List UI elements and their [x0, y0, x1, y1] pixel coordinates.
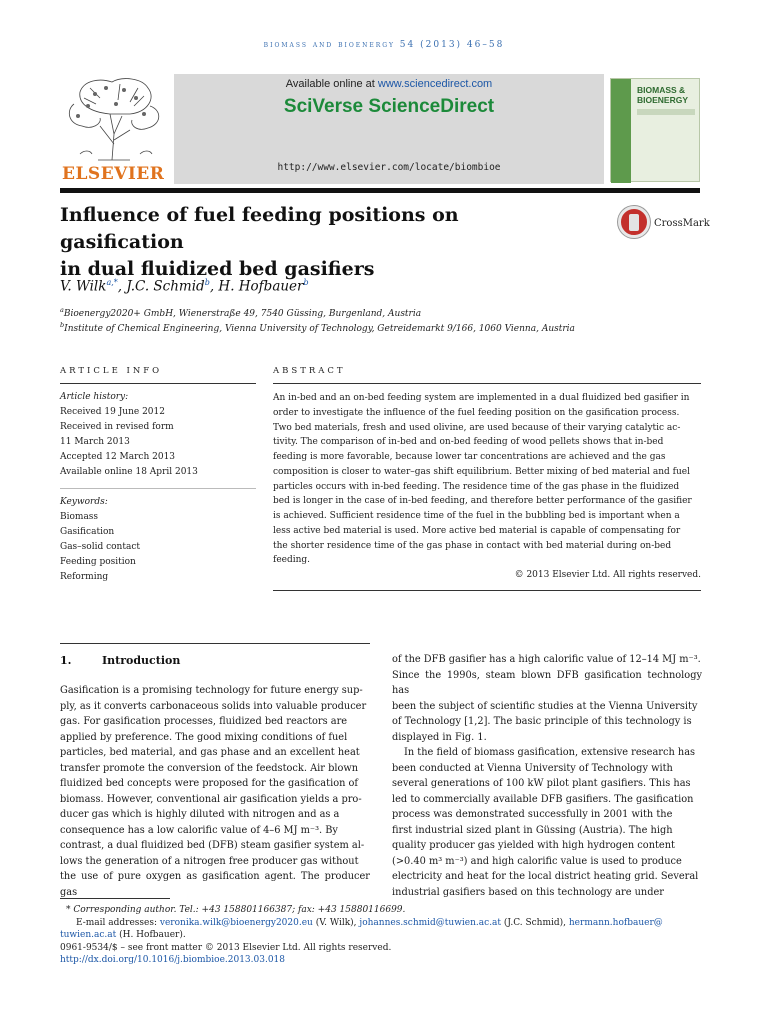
history-item: Received in revised form [60, 422, 174, 432]
affiliation-sup: b [60, 321, 65, 329]
crossmark-icon [618, 206, 650, 238]
keywords-rule [60, 488, 256, 489]
keywords [60, 495, 256, 585]
abstract-line: tivity. The comparison of in-bed and on-bed feeding of wood pellets shows that in-bed [273, 437, 664, 448]
keyword: Biomass [60, 512, 99, 522]
body-line: the use of pure oxygen as gasification agent. The producer gas [60, 871, 370, 898]
abstract-line: order to investigate the influence of the fuel feeding position on the gasification process. [273, 407, 680, 418]
body-column-right [392, 652, 702, 900]
body-line: ply, as it converts carbonaceous solids into valuable producer [60, 700, 367, 712]
abstract-line: Two bed materials, fresh and used olivine, are used because of their varying catalytic ac- [273, 422, 681, 433]
body-line: process was demonstrated successfully in 2001 with the [392, 809, 673, 820]
abstract-line: An in-bed and an on-bed feeding system are implemented in a dual fluidized bed gasifier in [273, 393, 690, 403]
body-line: biomass. However, conventional air gasification yields a pro- [60, 793, 362, 805]
body-line: industrial gasifiers based on this technology are under [392, 886, 664, 898]
body-line: (>0.40 m³ m⁻³) and high calorific value is used to produce [392, 855, 682, 867]
body-line: consequence has a low calorific value of 4–6 MJ m⁻³. By [60, 824, 338, 836]
crossmark-label: CrossMark [654, 218, 710, 229]
abstract-line: is achieved. Sufficient residence time of the fuel in the bubbling bed is important when a [273, 511, 680, 521]
abstract-line: composition is closer to water–gas shift equilibrium. Better mixing of bed material and fuel [273, 466, 690, 477]
email-link[interactable]: tuwien.ac.at [60, 930, 117, 940]
body-line: applied by preference. The good mixing conditions of fuel [60, 731, 348, 743]
author-sup[interactable]: b [303, 278, 309, 287]
cover-band [611, 79, 631, 183]
email-link[interactable]: veronika.wilk@bioenergy2020.eu [159, 917, 313, 928]
email-label: E-mail addresses: [76, 917, 160, 928]
article-title-line2: in dual fluidized bed gasifiers [60, 258, 375, 280]
email-owner: (V. Wilk), [312, 917, 360, 928]
available-label: Available online at [285, 78, 378, 90]
available-online-text [174, 78, 604, 90]
author-name[interactable]: J.C. Schmid [126, 278, 205, 295]
keyword: Reforming [60, 572, 109, 582]
body-line: ducer gas which is highly diluted with nitrogen and as a [60, 809, 340, 820]
body-line: Gasification is a promising technology for future energy sup- [60, 685, 363, 696]
affiliation-sup: a [60, 306, 64, 314]
affiliation [60, 321, 575, 334]
body-line: quality producer gas yielded with high hydrogen content [392, 840, 675, 851]
history-item: Received 19 June 2012 [60, 407, 165, 417]
affiliation-text: Institute of Chemical Engineering, Vienna University of Technology, Getreidemarkt 9/166, 1060 Vienna, Austria [64, 324, 575, 334]
body-line: Since the 1990s, steam blown DFB gasification technology has [392, 669, 702, 696]
body-line: been the subject of scientific studies at the Vienna University [392, 700, 698, 712]
body-line: been conducted at Vienna University of Technology with [392, 762, 673, 774]
author-list [60, 278, 309, 295]
issn-line: 0961-9534/$ – see front matter © 2013 Elsevier Ltd. All rights reserved. [60, 942, 392, 953]
elsevier-tree-icon [60, 74, 170, 162]
footnote-rule [60, 898, 170, 899]
body-line: led to commercially available DFB gasifiers. The gasification [392, 793, 694, 805]
body-line: transfer promote the conversion of the feedstock. Air blown [60, 762, 359, 774]
sciencedirect-link[interactable]: www.sciencedirect.com [377, 78, 493, 90]
footnotes [60, 904, 702, 967]
email-owner: (H. Hofbauer). [116, 930, 186, 940]
crossmark-badge[interactable] [618, 206, 718, 240]
corresponding-text: Corresponding author. Tel.: +43 158801166387; fax: +43 15880116699. [73, 905, 406, 915]
body-line[interactable]: of Technology [1,2]. The basic principle of this technology is [392, 716, 692, 727]
journal-cover[interactable] [610, 78, 700, 182]
abstract-text [273, 391, 701, 568]
body-line: of the DFB gasifier has a high calorific value of 12–14 MJ m⁻³. [392, 654, 701, 665]
body-line: fluidized bed concepts were proposed for the gasification of [60, 778, 359, 789]
email-owner: (J.C. Schmid), [501, 917, 569, 928]
email-note [60, 917, 702, 930]
header-rule [60, 188, 700, 193]
cover-title [637, 85, 688, 105]
keyword: Feeding position [60, 557, 136, 567]
article-history [60, 390, 256, 480]
elsevier-logo[interactable] [60, 74, 170, 184]
abstract-rule [273, 383, 701, 384]
abstract-line: feeding. [273, 555, 311, 566]
abstract-line: the shorter residence time of the gas phase in contact with bed material during on-bed [273, 540, 672, 551]
history-label: Article history: [60, 392, 129, 402]
abstract-line: less active bed material is used. More active bed material is capable of compensating for [273, 525, 681, 536]
cover-title-line1: BIOMASS & [637, 85, 686, 95]
author-name[interactable]: V. Wilk [60, 278, 107, 295]
author-sup[interactable]: a,* [106, 278, 118, 287]
article-title [60, 202, 580, 283]
section-title: Introduction [102, 654, 181, 667]
author-separator: , [209, 278, 219, 295]
abstract-line: bed is longer in the case of in-bed feeding, and therefore better performance of the gasifier [273, 496, 692, 507]
affiliation [60, 306, 421, 319]
section-heading [60, 654, 180, 667]
keywords-label: Keywords: [60, 497, 108, 507]
email-note-cont [60, 929, 702, 942]
body-line: contrast, a dual fluidized bed (DFB) steam gasifier system al- [60, 840, 365, 851]
author-sup[interactable]: b [204, 278, 210, 287]
email-link[interactable]: johannes.schmid@tuwien.ac.at [359, 917, 502, 928]
article-info-heading: ARTICLE INFO [60, 366, 163, 376]
abstract-bottom-rule [273, 590, 701, 591]
history-item: Available online 18 April 2013 [60, 467, 198, 477]
cover-subtitle-placeholder [637, 109, 695, 115]
body-column-left [60, 683, 370, 900]
abstract-copyright: © 2013 Elsevier Ltd. All rights reserved. [514, 570, 701, 580]
elsevier-wordmark: ELSEVIER [62, 164, 165, 184]
abstract-line: particles occurs with in-bed feeding. The residence time of the gas phase in the fluidized [273, 481, 680, 492]
article-info-rule [60, 383, 256, 384]
keyword: Gas–solid contact [60, 542, 140, 552]
author-name[interactable]: H. Hofbauer [218, 278, 304, 295]
body-line: several generations of 100 kW pilot plant gasifiers. This has [392, 778, 691, 789]
affiliation-text: Bioenergy2020+ GmbH, Wienerstraße 49, 7540 Güssing, Burgenland, Austria [63, 309, 422, 319]
journal-running-head: biomass and bioenergy 54 (2013) 46–58 [263, 40, 505, 50]
journal-homepage-url[interactable]: http://www.elsevier.com/locate/biombioe [277, 162, 501, 173]
abstract-line: feeding is more favorable, because lower tar concentrations are achieved and the gas [273, 452, 666, 462]
cover-title-line2: BIOENERGY [637, 95, 689, 105]
history-item: Accepted 12 March 2013 [60, 452, 176, 462]
article-title-line1: Influence of fuel feeding positions on gasification [60, 204, 459, 253]
body-line: gas. For gasification processes, fluidized bed reactors are [60, 716, 348, 727]
body-line: particles, bed material, and gas phase and an excellent heat [60, 747, 360, 758]
email-link[interactable]: hermann.hofbauer@ [568, 917, 663, 928]
body-line: In the field of biomass gasification, extensive research has [404, 747, 696, 758]
body-line[interactable]: displayed in Fig. 1. [392, 731, 487, 743]
body-line: lows the generation of a nitrogen free producer gas without [60, 855, 359, 867]
abstract-heading: ABSTRACT [273, 366, 346, 376]
doi-link[interactable]: http://dx.doi.org/10.1016/j.biombioe.2013.03.018 [60, 955, 286, 965]
section-number: 1. [60, 654, 72, 667]
body-line: first industrial sized plant in Güssing (Austria). The high [392, 824, 673, 836]
corresponding-note: * Corresponding author. Tel.: +43 158801166387; fax: +43 15880116699. [66, 905, 406, 915]
section-rule [60, 643, 370, 644]
keyword: Gasification [60, 527, 115, 537]
sciverse-logo[interactable]: SciVerse ScienceDirect [283, 96, 495, 117]
author-separator: , [117, 278, 127, 295]
body-line: electricity and heat for the local district heating grid. Several [392, 871, 699, 882]
history-item: 11 March 2013 [60, 437, 130, 447]
